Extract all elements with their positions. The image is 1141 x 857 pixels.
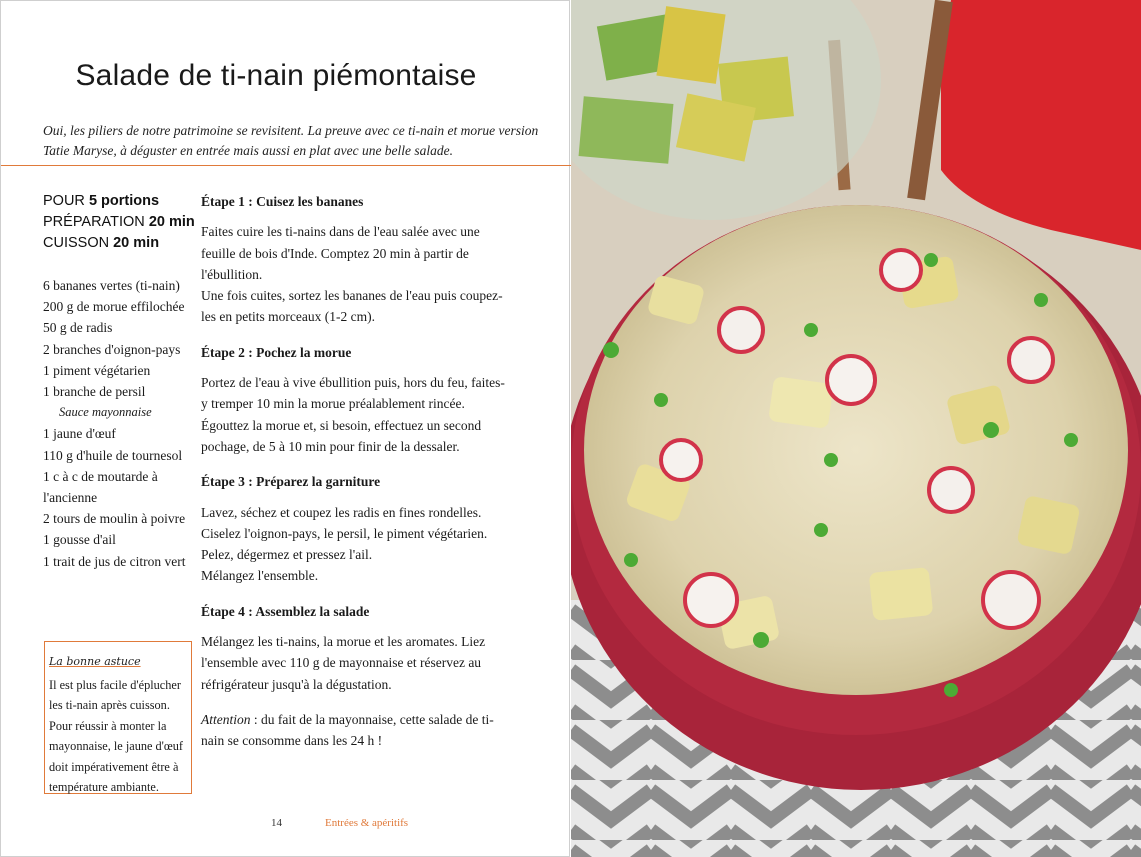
step-text: Pelez, dégermez et pressez l'ail.: [201, 547, 373, 563]
page-number: 14: [271, 817, 282, 829]
sauce-subtitle: Sauce mayonnaise: [59, 405, 152, 420]
ingredient-item: 1 branche de persil: [43, 384, 146, 400]
step-text: Portez de l'eau à vive ébullition puis, hors du feu, faites-y tremper 10 min la morue préalablement rincée.: [201, 375, 505, 412]
steps-column: [201, 191, 506, 752]
step-text: Égouttez la morue et, si besoin, effectuez un second pochage, de 5 à 10 min pour finir de la dessaler.: [201, 417, 482, 454]
ingredient-item: 6 bananes vertes (ti-nain): [43, 278, 180, 293]
salad-photo: [571, 0, 1141, 857]
ingredient-item: 200 g de morue effilochée: [43, 299, 185, 315]
avocado-piece: [579, 96, 674, 164]
step-text: Une fois cuites, sortez les bananes de l'eau puis coupez-les en petits morceaux (1-2 cm).: [201, 288, 503, 325]
step-text: Lavez, séchez et coupez les radis en fines rondelles.: [201, 504, 482, 520]
ingredient-item: 1 piment végétarien: [43, 362, 151, 378]
ingredient-list: [43, 275, 198, 572]
attention-note: [201, 709, 506, 752]
salad-illustration: [571, 0, 1141, 857]
prep-value: 20 min: [148, 214, 195, 230]
attention-label: Attention: [201, 711, 251, 727]
recipe-meta: [43, 191, 195, 254]
ingredient-item: 2 tours de moulin à poivre: [43, 511, 186, 527]
cook-value: 20 min: [113, 235, 160, 251]
step-title: Étape 1 : Cuisez les bananes: [201, 194, 364, 209]
step-text: Mélangez les ti-nains, la morue et les aromates. Liez l'ensemble avec 110 g de mayonnaise et réservez au réfrigérateur jusqu'à la dégustation.: [201, 634, 486, 692]
ingredient-item: 1 trait de jus de citron vert: [43, 553, 186, 569]
portions-label: POUR: [43, 193, 85, 209]
orange-divider: [1, 165, 571, 166]
recipe-page: [0, 0, 570, 857]
tip-title: La bonne astuce: [49, 655, 141, 668]
ingredient-item: 1 gousse d'ail: [43, 532, 116, 548]
ingredient-item: 1 c à c de moutarde à l'ancienne: [43, 468, 158, 506]
cook-label: CUISSON: [43, 235, 110, 251]
recipe-title: Salade de ti-nain piémontaise: [75, 59, 477, 92]
step-text: Faites cuire les ti-nains dans de l'eau salée avec une feuille de bois d'Inde. Comptez 20 min à partir de l'ébullition.: [201, 224, 480, 282]
portions-value: 5 portions: [88, 193, 160, 209]
ingredient-item: 50 g de radis: [43, 320, 113, 336]
avocado-piece: [656, 6, 725, 84]
cook-line: [43, 233, 195, 254]
prep-label: PRÉPARATION: [43, 214, 145, 230]
step-4: [201, 601, 506, 695]
prep-line: [43, 212, 195, 233]
tip-text: Il est plus facile d'éplucher les ti-nain après cuisson. Pour réussir à monter la mayonnaise, le jaune d'œuf doit impérativement être à température ambiante.: [49, 677, 184, 794]
step-1: [201, 191, 506, 328]
portions-line: [43, 191, 195, 212]
step-3: [201, 471, 506, 586]
step-title: Étape 3 : Préparez la garniture: [201, 474, 381, 490]
step-text: Mélangez l'ensemble.: [201, 568, 319, 584]
section-name: Entrées & apéritifs: [325, 817, 409, 829]
step-title: Étape 4 : Assemblez la salade: [201, 603, 370, 619]
attention-text: : du fait de la mayonnaise, cette salade de ti-nain se consomme dans les 24 h !: [201, 711, 494, 749]
ingredient-item: 1 jaune d'œuf: [43, 426, 116, 442]
tip-box: [44, 641, 192, 794]
ingredient-item: 2 branches d'oignon-pays: [43, 341, 181, 357]
step-text: Ciselez l'oignon-pays, le persil, le piment végétarien.: [201, 525, 488, 541]
recipe-intro: Oui, les piliers de notre patrimoine se revisitent. La preuve avec ce ti-nain et morue version Tatie Maryse, à déguster en entrée mais aussi en plat avec une belle salade.: [43, 123, 539, 158]
step-2: [201, 342, 506, 457]
step-title: Étape 2 : Pochez la morue: [201, 344, 352, 360]
ingredient-item: 110 g d'huile de tournesol: [43, 447, 183, 463]
